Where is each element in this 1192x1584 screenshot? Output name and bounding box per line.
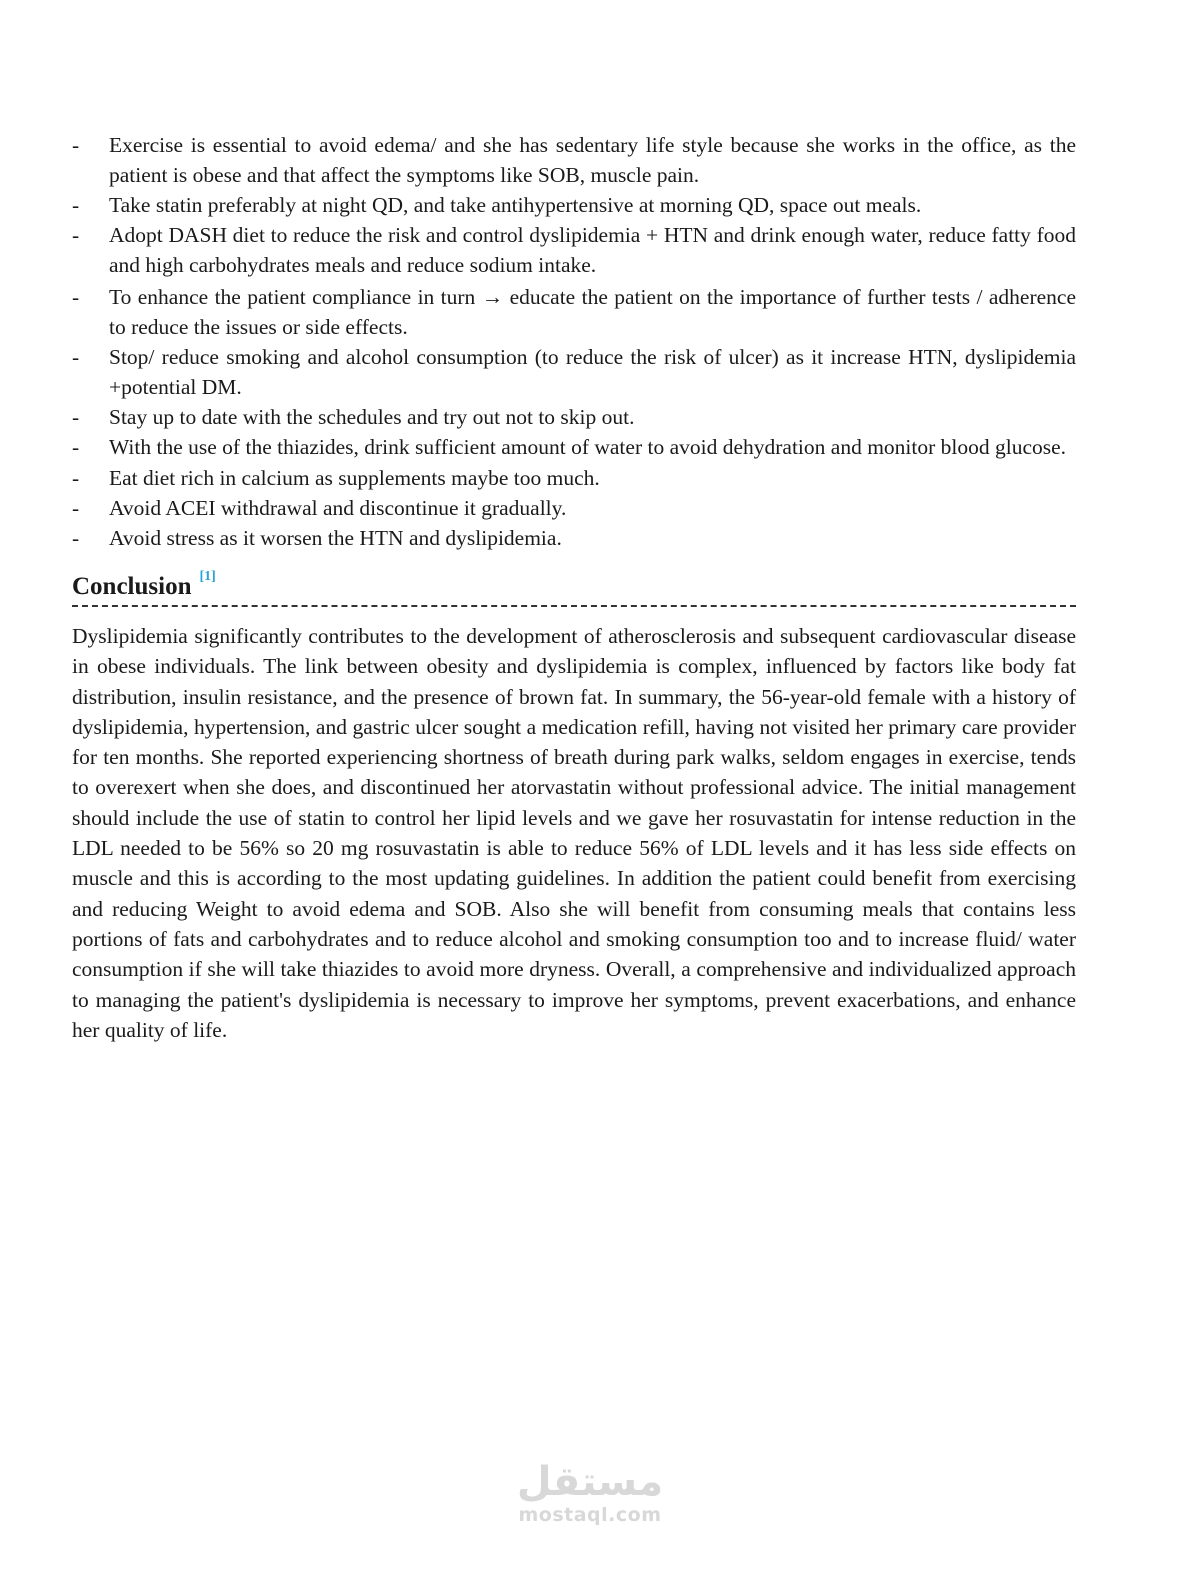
conclusion-heading-text: Conclusion (72, 573, 192, 600)
list-item-text: Adopt DASH diet to reduce the risk and control dyslipidemia + HTN and drink enough water, reduce fatty food and high carbohydrates meals and reduce sodium intake. (109, 223, 1076, 277)
list-item (72, 282, 1076, 342)
list-item (72, 130, 1076, 190)
list-item-text: Stay up to date with the schedules and try out not to skip out. (109, 404, 635, 429)
conclusion-heading (72, 571, 1076, 603)
citation-link[interactable]: [1] (199, 569, 216, 584)
list-item-text: With the use of the thiazides, drink sufficient amount of water to avoid dehydration and monitor blood glucose. (109, 434, 1067, 459)
bullet-dash: - (72, 193, 80, 217)
list-item (72, 220, 1076, 280)
conclusion-paragraph: Dyslipidemia significantly contributes to the development of atherosclerosis and subsequent cardiovascular disease in obese individuals. The link between obesity and dyslipidemia is complex, influenced by factors like body fat distribution, insulin resistance, and the presence of brown fat. In summary, the 56-year-old female with a history of dyslipidemia, hypertension, and gastric ulcer sought a medication refill, having not visited her primary care provider for ten months. She reported experiencing shortness of breath during park walks, seldom engages in exercise, tends to overexert when she does, and discontinued her atorvastatin without professional advice. The initial management should include the use of statin to control her lipid levels and we gave her rosuvastatin for intense reduction in the LDL needed to be 56% so 20 mg rosuvastatin is able to reduce 56% of LDL levels and it has less side effects on muscle and this is according to the most updating guidelines. In addition the patient could benefit from exercising and reducing Weight to avoid edema and SOB. Also she will benefit from consuming meals that contains less portions of fats and carbohydrates and to reduce alcohol and smoking consumption too and to increase fluid/ water consumption if she will take thiazides to avoid more dryness. Overall, a comprehensive and individualized approach to managing the patient's dyslipidemia is necessary to improve her symptoms, prevent exacerbations, and enhance her quality of life. (72, 624, 1076, 1042)
bullet-dash: - (72, 434, 80, 459)
list-item (72, 493, 1076, 523)
bullet-dash: - (72, 133, 80, 157)
bullet-dash: - (72, 344, 80, 369)
bullet-dash: - (72, 526, 80, 550)
list-item (72, 432, 1076, 462)
list-item (72, 342, 1076, 402)
list-item (72, 402, 1076, 432)
dashed-divider (72, 605, 1076, 607)
watermark-arabic-logo: مستقل (516, 1459, 664, 1505)
list-item (72, 523, 1076, 553)
list-item-text: Take statin preferably at night QD, and take antihypertensive at morning QD, space out meals. (109, 193, 922, 217)
bullet-dash: - (72, 404, 80, 429)
bullet-dash: - (72, 223, 80, 247)
document-page (72, 130, 1076, 1067)
list-item-text: Exercise is essential to avoid edema/ and she has sedentary life style because she works in the office, as the patient is obese and that affect the symptoms like SOB, muscle pain. (109, 133, 1076, 187)
list-item (72, 190, 1076, 220)
list-item-text: Eat diet rich in calcium as supplements maybe too much. (109, 466, 600, 490)
watermark-latin-text: mostaql.com (518, 1504, 662, 1526)
recommendations-list (72, 130, 1076, 553)
bullet-dash: - (72, 496, 80, 520)
list-item-text: To enhance the patient compliance in turn → educate the patient on the importance of further tests / adherence to reduce the issues or side effects. (109, 284, 1076, 339)
mostaql-watermark (500, 1460, 680, 1526)
list-item-text: Stop/ reduce smoking and alcohol consumption (to reduce the risk of ulcer) as it increase HTN, dyslipidemia +potential DM. (109, 344, 1076, 399)
list-item-text: Avoid stress as it worsen the HTN and dyslipidemia. (109, 526, 562, 550)
list-item (72, 463, 1076, 493)
bullet-dash: - (72, 466, 80, 490)
bullet-dash: - (72, 284, 80, 309)
list-item-text: Avoid ACEI withdrawal and discontinue it gradually. (109, 496, 567, 520)
